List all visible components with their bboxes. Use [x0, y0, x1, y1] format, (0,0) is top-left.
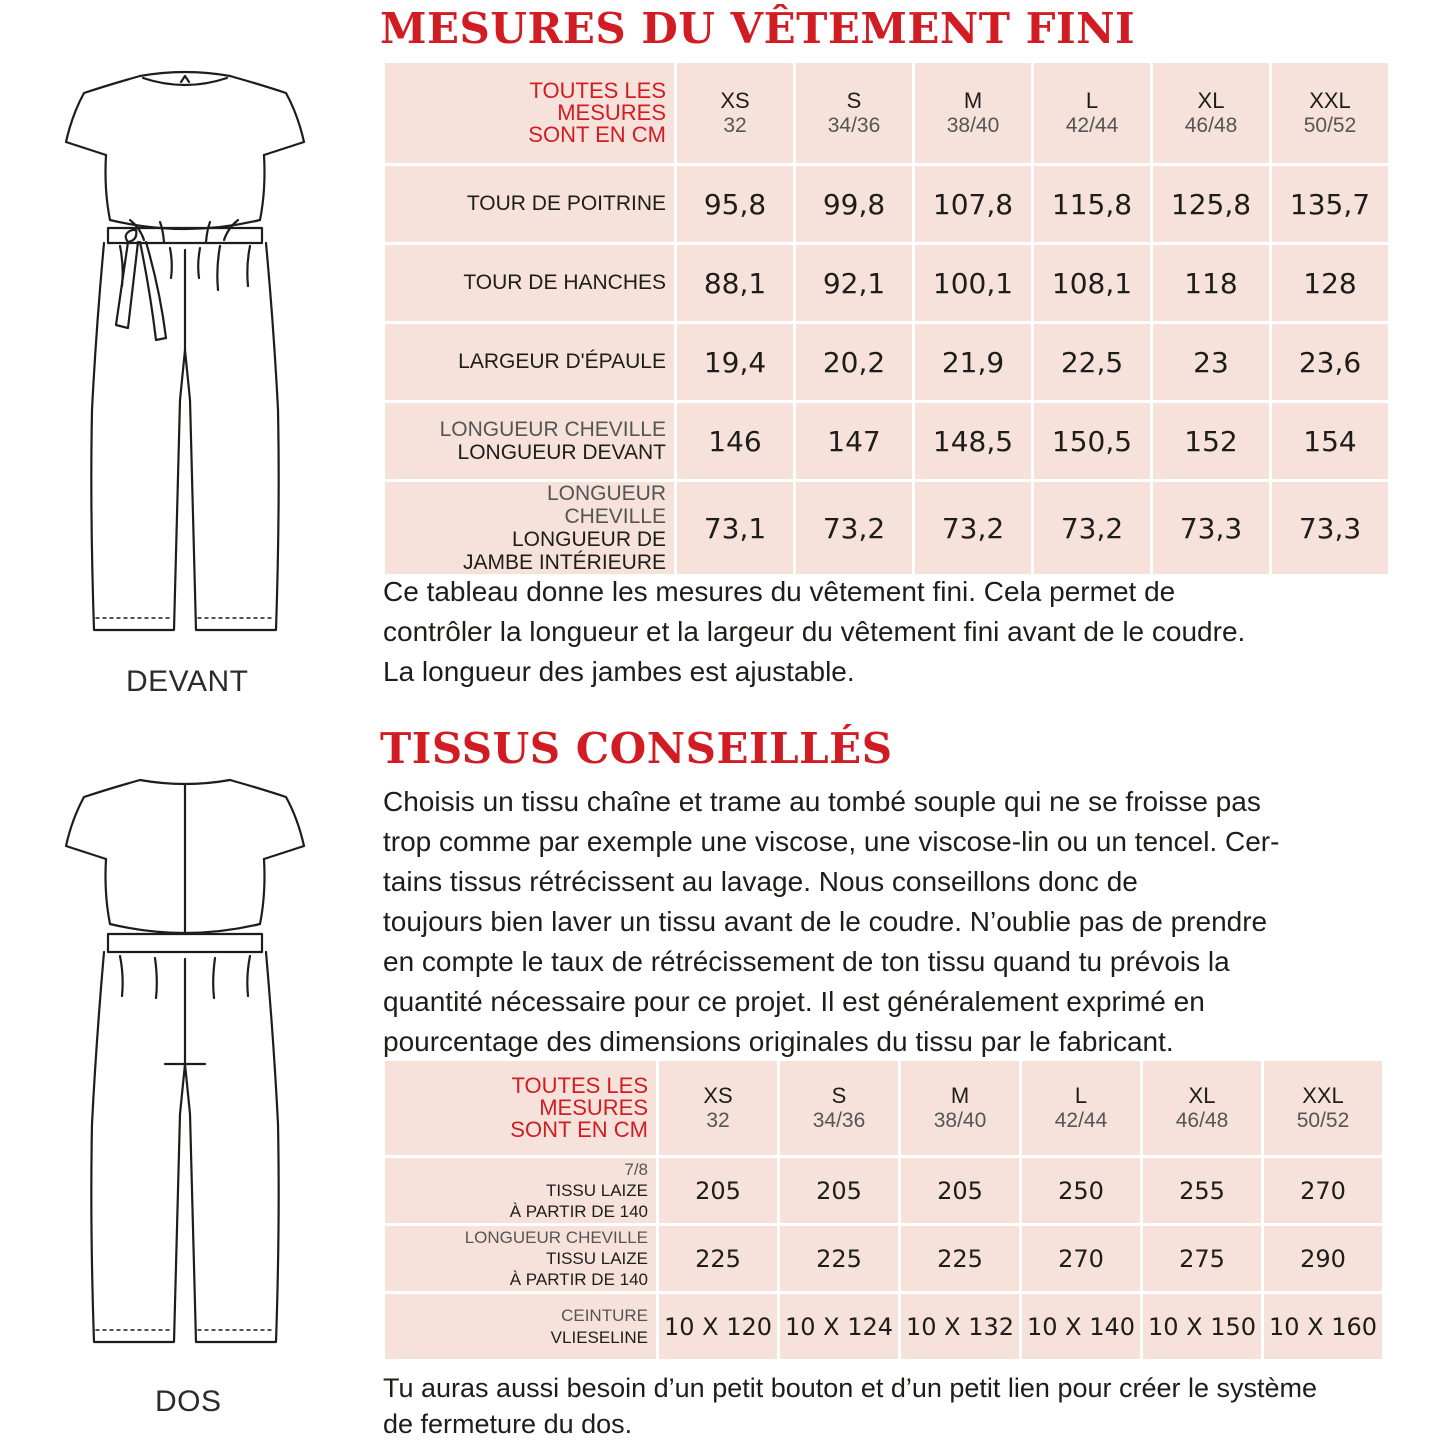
fabrics-description [383, 782, 1279, 1062]
units-note: TOUTES LES MESURES SONT EN CM [385, 1061, 656, 1155]
cell: 147 [796, 403, 912, 479]
cell: 270 [1022, 1226, 1140, 1291]
cell: 205 [780, 1158, 898, 1223]
row-label: LONGUEUR CHEVILLE TISSU LAIZE À PARTIR DE 140 [385, 1226, 656, 1291]
cell: 23,6 [1272, 324, 1388, 400]
cell: 21,9 [915, 324, 1031, 400]
cell: 225 [780, 1226, 898, 1291]
row-label: TOUR DE HANCHES [385, 245, 674, 321]
text-line: La longueur des jambes est ajustable. [383, 656, 855, 687]
units-note: TOUTES LES MESURES SONT EN CM [385, 63, 674, 163]
cell: 92,1 [796, 245, 912, 321]
cell: 10 X 132 [901, 1294, 1019, 1359]
cell: 148,5 [915, 403, 1031, 479]
cell: 107,8 [915, 166, 1031, 242]
cell: 118 [1153, 245, 1269, 321]
text-line: en compte le taux de rétrécissement de ton tissu quand tu prévois la [383, 946, 1230, 977]
size-col-m: M 38/40 [901, 1061, 1019, 1155]
text-line: pourcentage des dimensions originales du tissu par le fabricant. [383, 1026, 1174, 1057]
cell: 22,5 [1034, 324, 1150, 400]
jumpsuit-front-drawing [60, 70, 320, 650]
cell: 10 X 160 [1264, 1294, 1382, 1359]
table-row [385, 245, 1388, 321]
cell: 205 [901, 1158, 1019, 1223]
table-row [385, 1158, 1382, 1223]
text-line: Tu auras aussi besoin d’un petit bouton et d’un petit lien pour créer le système [383, 1373, 1318, 1403]
text-line: trop comme par exemple une viscose, une viscose-lin ou un tencel. Cer- [383, 826, 1280, 857]
row-label: CEINTURE VLIESELINE [385, 1294, 656, 1359]
row-label: LONGUEUR CHEVILLE LONGUEUR DE JAMBE INTÉRIEURE [385, 482, 674, 574]
text-line: de fermeture du dos. [383, 1409, 633, 1439]
text-line: toujours bien laver un tissu avant de le coudre. N’oublie pas de prendre [383, 906, 1268, 937]
table-header-row [385, 63, 1388, 163]
cell: 146 [677, 403, 793, 479]
size-col-l: L 42/44 [1034, 63, 1150, 163]
cell: 23 [1153, 324, 1269, 400]
size-col-xl: XL 46/48 [1153, 63, 1269, 163]
cell: 73,2 [796, 482, 912, 574]
size-col-xs: XS 32 [677, 63, 793, 163]
cell: 128 [1272, 245, 1388, 321]
fabrics-heading: TISSUS CONSEILLÉS [380, 724, 893, 773]
cell: 10 X 150 [1143, 1294, 1261, 1359]
text-line: tains tissus rétrécissent au lavage. Nous conseillons donc de [383, 866, 1138, 897]
finished-measurements-table [382, 60, 1391, 577]
cell: 100,1 [915, 245, 1031, 321]
cell: 108,1 [1034, 245, 1150, 321]
row-label: LARGEUR D'ÉPAULE [385, 324, 674, 400]
cell: 73,1 [677, 482, 793, 574]
cell: 205 [659, 1158, 777, 1223]
cell: 154 [1272, 403, 1388, 479]
cell: 135,7 [1272, 166, 1388, 242]
back-sketch [60, 774, 320, 1362]
table-row [385, 403, 1388, 479]
table-row [385, 166, 1388, 242]
cell: 125,8 [1153, 166, 1269, 242]
cell: 270 [1264, 1158, 1382, 1223]
cell: 275 [1143, 1226, 1261, 1291]
text-line: contrôler la longueur et la largeur du vêtement fini avant de le coudre. [383, 616, 1246, 647]
size-col-s: S 34/36 [780, 1061, 898, 1155]
cell: 73,2 [1034, 482, 1150, 574]
cell: 115,8 [1034, 166, 1150, 242]
cell: 10 X 140 [1022, 1294, 1140, 1359]
front-label: DEVANT [126, 665, 249, 698]
cell: 10 X 124 [780, 1294, 898, 1359]
fabric-requirements-table [382, 1058, 1385, 1362]
size-col-l: L 42/44 [1022, 1061, 1140, 1155]
row-label: 7/8 TISSU LAIZE À PARTIR DE 140 [385, 1158, 656, 1223]
cell: 225 [659, 1226, 777, 1291]
cell: 225 [901, 1226, 1019, 1291]
table-header-row [385, 1061, 1382, 1155]
back-label: DOS [155, 1385, 222, 1418]
jumpsuit-back-drawing [60, 774, 320, 1362]
size-col-xxl: XXL 50/52 [1272, 63, 1388, 163]
row-label: TOUR DE POITRINE [385, 166, 674, 242]
finished-measurements-heading: MESURES DU VÊTEMENT FINI [380, 4, 1136, 53]
text-line: Ce tableau donne les mesures du vêtement fini. Cela permet de [383, 576, 1176, 607]
cell: 10 X 120 [659, 1294, 777, 1359]
cell: 99,8 [796, 166, 912, 242]
cell: 73,3 [1272, 482, 1388, 574]
closure-note [383, 1370, 1317, 1442]
size-col-xl: XL 46/48 [1143, 1061, 1261, 1155]
cell: 290 [1264, 1226, 1382, 1291]
cell: 73,2 [915, 482, 1031, 574]
table-row [385, 1226, 1382, 1291]
cell: 19,4 [677, 324, 793, 400]
table-row [385, 1294, 1382, 1359]
finished-measurements-note [383, 572, 1245, 692]
front-sketch [60, 70, 320, 650]
table-row [385, 482, 1388, 574]
row-label: LONGUEUR CHEVILLE LONGUEUR DEVANT [385, 403, 674, 479]
text-line: Choisis un tissu chaîne et trame au tombé souple qui ne se froisse pas [383, 786, 1261, 817]
size-col-s: S 34/36 [796, 63, 912, 163]
cell: 152 [1153, 403, 1269, 479]
cell: 150,5 [1034, 403, 1150, 479]
table-row [385, 324, 1388, 400]
cell: 255 [1143, 1158, 1261, 1223]
size-col-m: M 38/40 [915, 63, 1031, 163]
cell: 250 [1022, 1158, 1140, 1223]
cell: 73,3 [1153, 482, 1269, 574]
text-line: quantité nécessaire pour ce projet. Il est généralement exprimé en [383, 986, 1205, 1017]
size-col-xxl: XXL 50/52 [1264, 1061, 1382, 1155]
cell: 95,8 [677, 166, 793, 242]
size-col-xs: XS 32 [659, 1061, 777, 1155]
cell: 88,1 [677, 245, 793, 321]
cell: 20,2 [796, 324, 912, 400]
